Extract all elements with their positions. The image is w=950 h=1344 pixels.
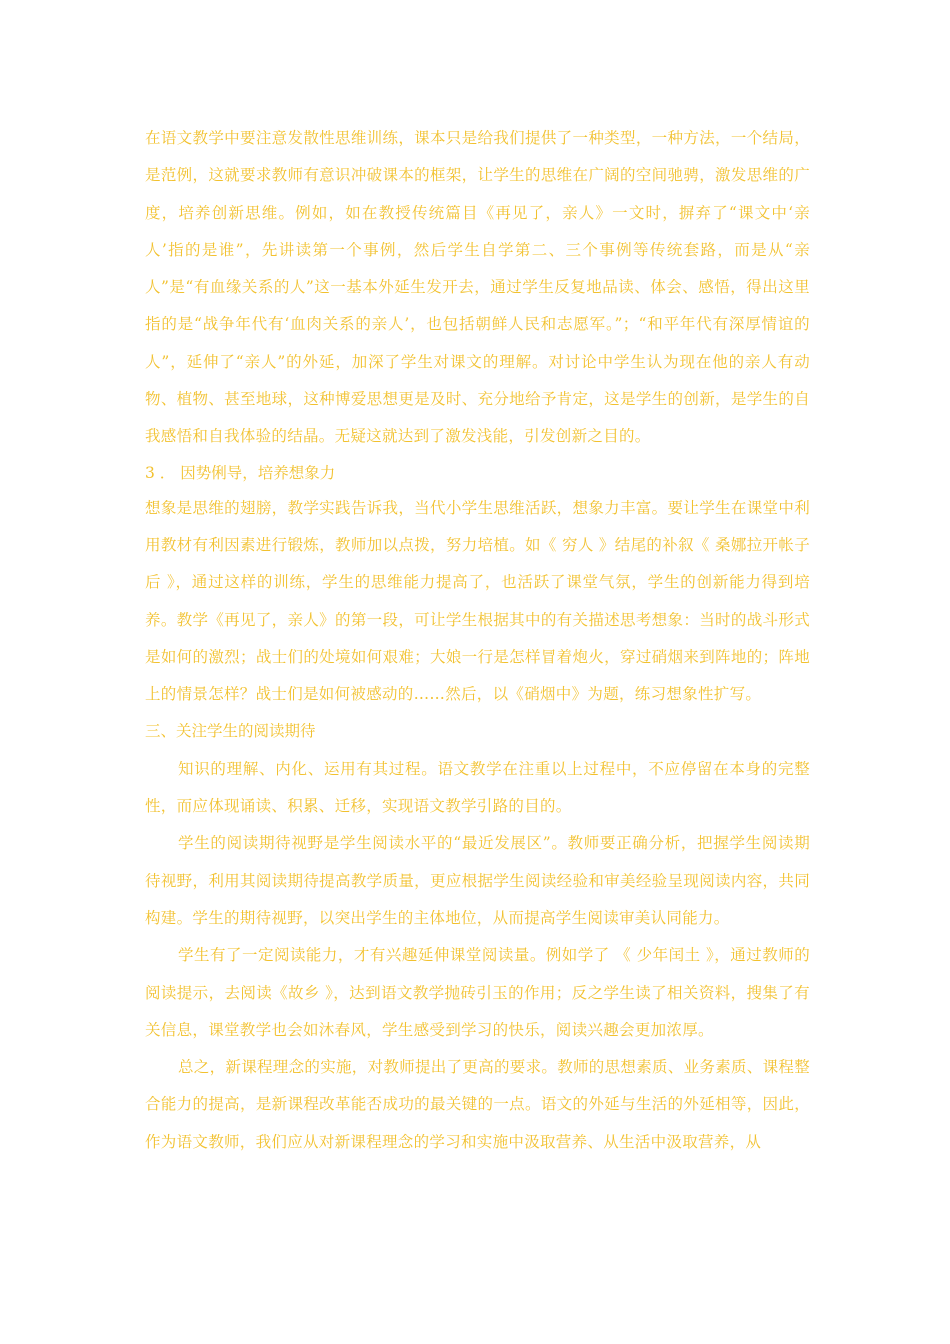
document-body: [145, 120, 810, 1161]
paragraph-knowledge-process: 知识的理解、内化、运用有其过程。语文教学在注重以上过程中，不应停留在本身的完整性，而应体现诵读、积累、迁移，实现语文教学引路的目的。: [145, 759, 810, 816]
paragraph-imagination: 想象是思维的翅膀，教学实践告诉我，当代小学生思维活跃，想象力丰富。要让学生在课堂中利用教材有利因素进行锻炼，教师加以点拨，努力培植。如《 穷人 》结尾的补叙《 桑娜拉开帐子后 》，通过这样的训练，学生的思维能力提高了，也活跃了课堂气氛，学生的创新能力得到培养。教学《再见了，亲人》的第一段，可让学生根据其中的有关描述思考想象：当时的战斗形式是如何的激烈；战士们的处境如何艰难；大娘一行是怎样冒着炮火，穿过硝烟来到阵地的；阵地上的情景怎样？战士们是如何被感动的……然后，以《硝烟中》为题，练习想象性扩写。: [145, 498, 810, 704]
paragraph-extended-reading: 学生有了一定阅读能力，才有兴趣延伸课堂阅读量。例如学了 《 少年闰土 》，通过教师的阅读提示，去阅读《故乡 》，达到语文教学抛砖引玉的作用；反之学生读了相关资料，搜集了有关信息，课堂教学也会如沐春风，学生感受到学习的快乐，阅读兴趣会更加浓厚。: [145, 946, 810, 1039]
section-heading-imagination: 3 ． 因势俐导，培养想象力: [145, 463, 336, 482]
paragraph-divergent-thinking: 在语文教学中要注意发散性思维训练，课本只是给我们提供了一种类型，一种方法，一个结局，是范例，这就要求教师有意识冲破课本的框架，让学生的思维在广阔的空间驰骋，激发思维的广度，培养创新思维。例如，如在教授传统篇目《再见了，亲人》一文时，摒弃了“课文中‘亲人’指的是谁”，先讲读第一个事例，然后学生自学第二、三个事例等传统套路，而是从“亲人”是“有血缘关系的人”这一基本外延生发开去，通过学生反复地品读、体会、感悟，得出这里指的是“战争年代有‘血肉关系的亲人’，也包括朝鲜人民和志愿军。”；“和平年代有深厚情谊的人”，延伸了“亲人”的外延，加深了学生对课文的理解。对讨论中学生认为现在他的亲人有动物、植物、甚至地球，这种博爱思想更是及时、充分地给予肯定，这是学生的创新，是学生的自我感悟和自我体验的结晶。无疑这就达到了激发浅能，引发创新之目的。: [145, 129, 810, 446]
paragraph-reading-horizon: 学生的阅读期待视野是学生阅读水平的“最近发展区”。教师要正确分析，把握学生阅读期待视野，利用其阅读期待提高教学质量，更应根据学生阅读经验和审美经验呈现阅读内容，共同构建。学生的期待视野，以突出学生的主体地位，从而提高学生阅读审美认同能力。: [145, 834, 810, 927]
section-heading-reading-expectation: 三、关注学生的阅读期待: [145, 722, 316, 741]
paragraph-conclusion: 总之，新课程理念的实施，对教师提出了更高的要求。教师的思想素质、业务素质、课程整合能力的提高，是新课程改革能否成功的最关键的一点。语文的外延与生活的外延相等，因此，作为语文教师，我们应从对新课程理念的学习和实施中汲取营养、从生活中汲取营养，从: [145, 1058, 811, 1151]
